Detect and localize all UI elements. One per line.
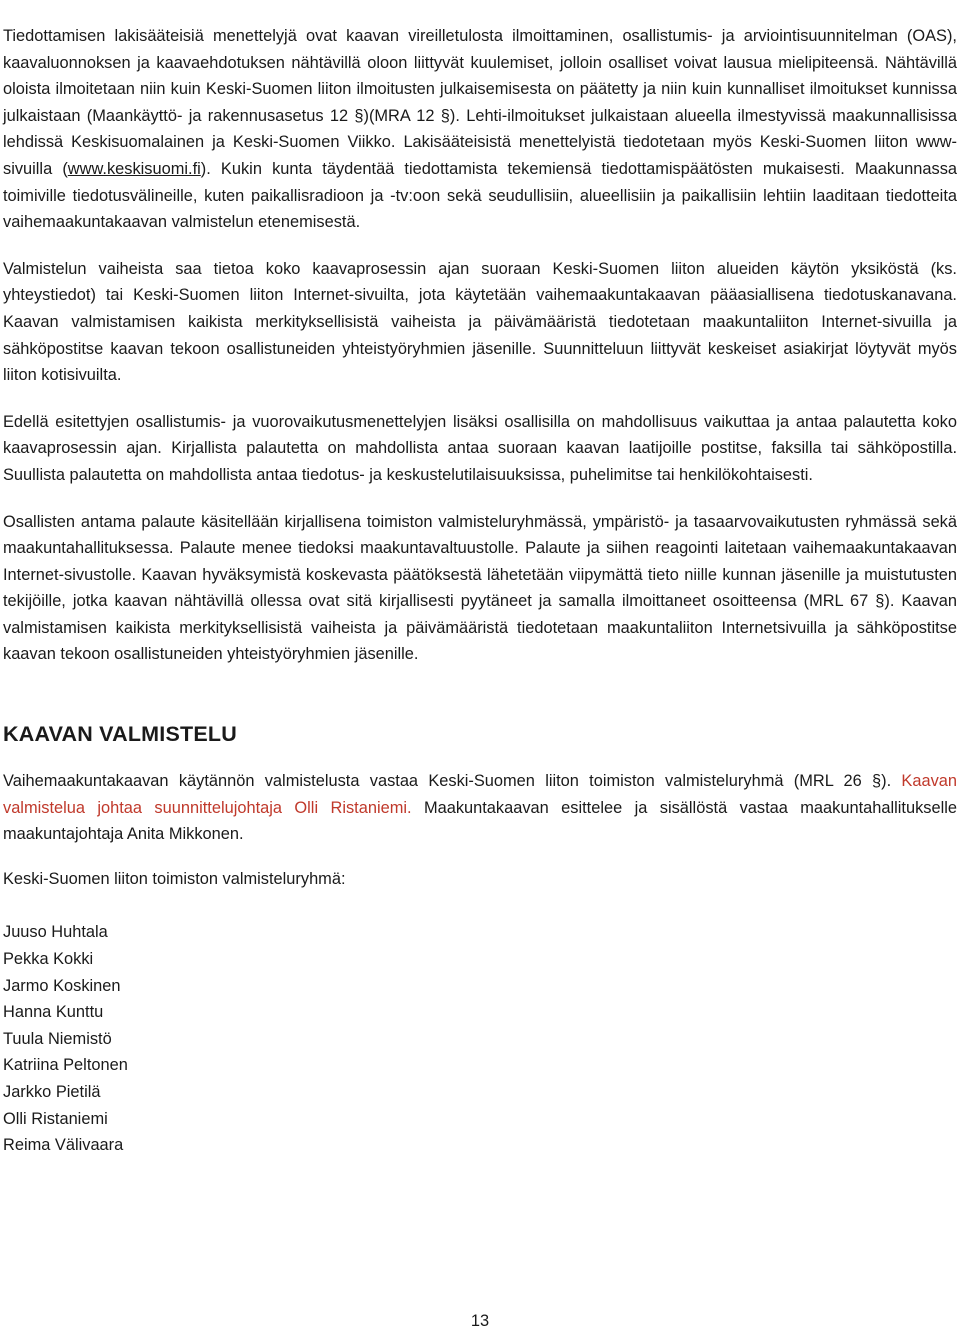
document-page [3,0,957,1159]
member-name: Juuso Huhtala [3,923,108,942]
member-list [3,919,957,1158]
paragraph-statutory-notification [3,23,957,236]
group-label: Keski-Suomen liiton toimiston valmisteluryhmä: [3,869,346,888]
paragraph-feedback-options: Edellä esitettyjen osallistumis- ja vuorovaikutusmenettelyjen lisäksi osallisilla on mahdollisuus vaikuttaa ja antaa palautetta koko kaavaprosessin ajan. Kirjallista palautetta on mahdollista antaa suoraan kaavan laatijoille postitse, faksilla tai sähköpostilla. Suullista palautetta on mahdollista antaa tiedotus- ja keskustelutilaisuuksissa, puhelimitse tai henkilökohtaisesti. [3,412,957,484]
section-heading: KAAVAN VALMISTELU [3,722,237,747]
page-number: 13 [470,1312,490,1330]
paragraph-text: Vaihemaakuntakaavan käytännön valmistelusta vastaa Keski-Suomen liiton toimiston valmisteluryhmä (MRL 26 §). [3,772,902,791]
member-name: Hanna Kunttu [3,1003,104,1022]
member-name: Olli Ristaniemi [3,1109,108,1128]
paragraph-preparation [3,768,957,848]
paragraph-text: ). Kukin kunta täydentää tiedottamista tekemiensä tiedottamispäätösten mukaisesti. Maakunnassa toimiville tiedotusvälineille, kuten paikallisradioon ja -tv:oon sekä seudullisiin, alueellisiin ja paikallisiin lehtiin laaditaan tiedotteita vaihemaakuntakaavan valmistelun etenemisestä. [3,159,958,232]
member-name: Katriina Peltonen [3,1056,128,1075]
paragraph-text: Tiedottamisen lakisääteisiä menettelyjä ovat kaavan vireilletulosta ilmoittaminen, osallistumis- ja arviointisuunnitelman (OAS), kaavaluonnoksen ja kaavaehdotuksen nähtävillä oloon liittyvät kuulemiset, jolloin osalliset voivat lausua mielipiteensä. Nähtävillä oloista ilmoitetaan niin kuin Keski-Suomen liiton ilmoitusten julkaisemisesta on päätetty ja niin kuin kunnalliset ilmoitukset kunnissa julkaistaan (Maankäyttö- ja rakennusasetus 12 §)(MRA 12 §). Lehti-ilmoitukset julkaistaan alueella ilmestyvissä maakunnallisissa lehdissä Keskisuomalainen ja Keski-Suomen Viikko. Lakisääteisistä menettelyistä tiedotetaan myös Keski-Suomen liiton www-sivuilla ( [3,27,957,178]
paragraph-feedback-handling: Osallisten antama palaute käsitellään kirjallisena toimiston valmisteluryhmässä, ympäristö- ja tasaarvovaikutusten ryhmässä sekä maakuntahallituksessa. Palaute menee tiedoksi maakuntavaltuustolle. Palaute ja siihen reagointi laitetaan vaihemaakuntakaavan Internet-sivustolle. Kaavan hyväksymistä koskevasta päätöksestä lähetetään viipymättä tieto niille kunnan jäsenille ja muistutusten tekijöille, jotka kaavan nähtävillä ollessa ovat sitä kirjallisesti pyytäneet ja samalla ilmoittaneet osoitteensa (MRL 67 §). Kaavan valmistamisen kaikista merkityksellisistä vaiheista ja päivämääristä tiedotetaan maakuntaliiton Internetsivuilla ja sähköpostitse kaavan tekoon osallistuneiden yhteistyöryhmien jäsenille. [3,512,957,664]
member-name: Jarkko Pietilä [3,1083,101,1101]
paragraph-text: Maakuntakaavan esittelee ja sisällöstä vastaa maakuntahallitukselle maakuntajohtaja Anita Mikkonen. [3,798,957,844]
member-name: Pekka Kokki [3,950,94,969]
member-name: Reima Välivaara [3,1136,124,1155]
member-name: Tuula Niemistö [3,1029,112,1048]
paragraph-information-sources: Valmistelun vaiheista saa tietoa koko kaavaprosessin ajan suoraan Keski-Suomen liiton alueiden käytön yksiköstä (ks. yhteystiedot) tai Keski-Suomen liiton Internet-sivuilta, jota käytetään vaihemaakuntakaavan pääasiallisena tiedotuskanavana. Kaavan valmistamisen kaikista merkityksellisistä vaiheista ja päivämääristä tiedotetaan maakuntaliiton Internet-sivuilla ja sähköpostitse kaavan tekoon osallistuneiden yhteistyöryhmien jäsenille. Suunnitteluun liittyvät keskeiset asiakirjat löytyvät myös liiton kotisivuilta. [3,259,957,385]
member-name: Jarmo Koskinen [3,976,121,995]
highlighted-text: Kaavan valmistelua johtaa suunnittelujohtaja Olli Ristaniemi. [3,772,957,817]
website-link[interactable]: www.keskisuomi.fi [67,159,201,178]
